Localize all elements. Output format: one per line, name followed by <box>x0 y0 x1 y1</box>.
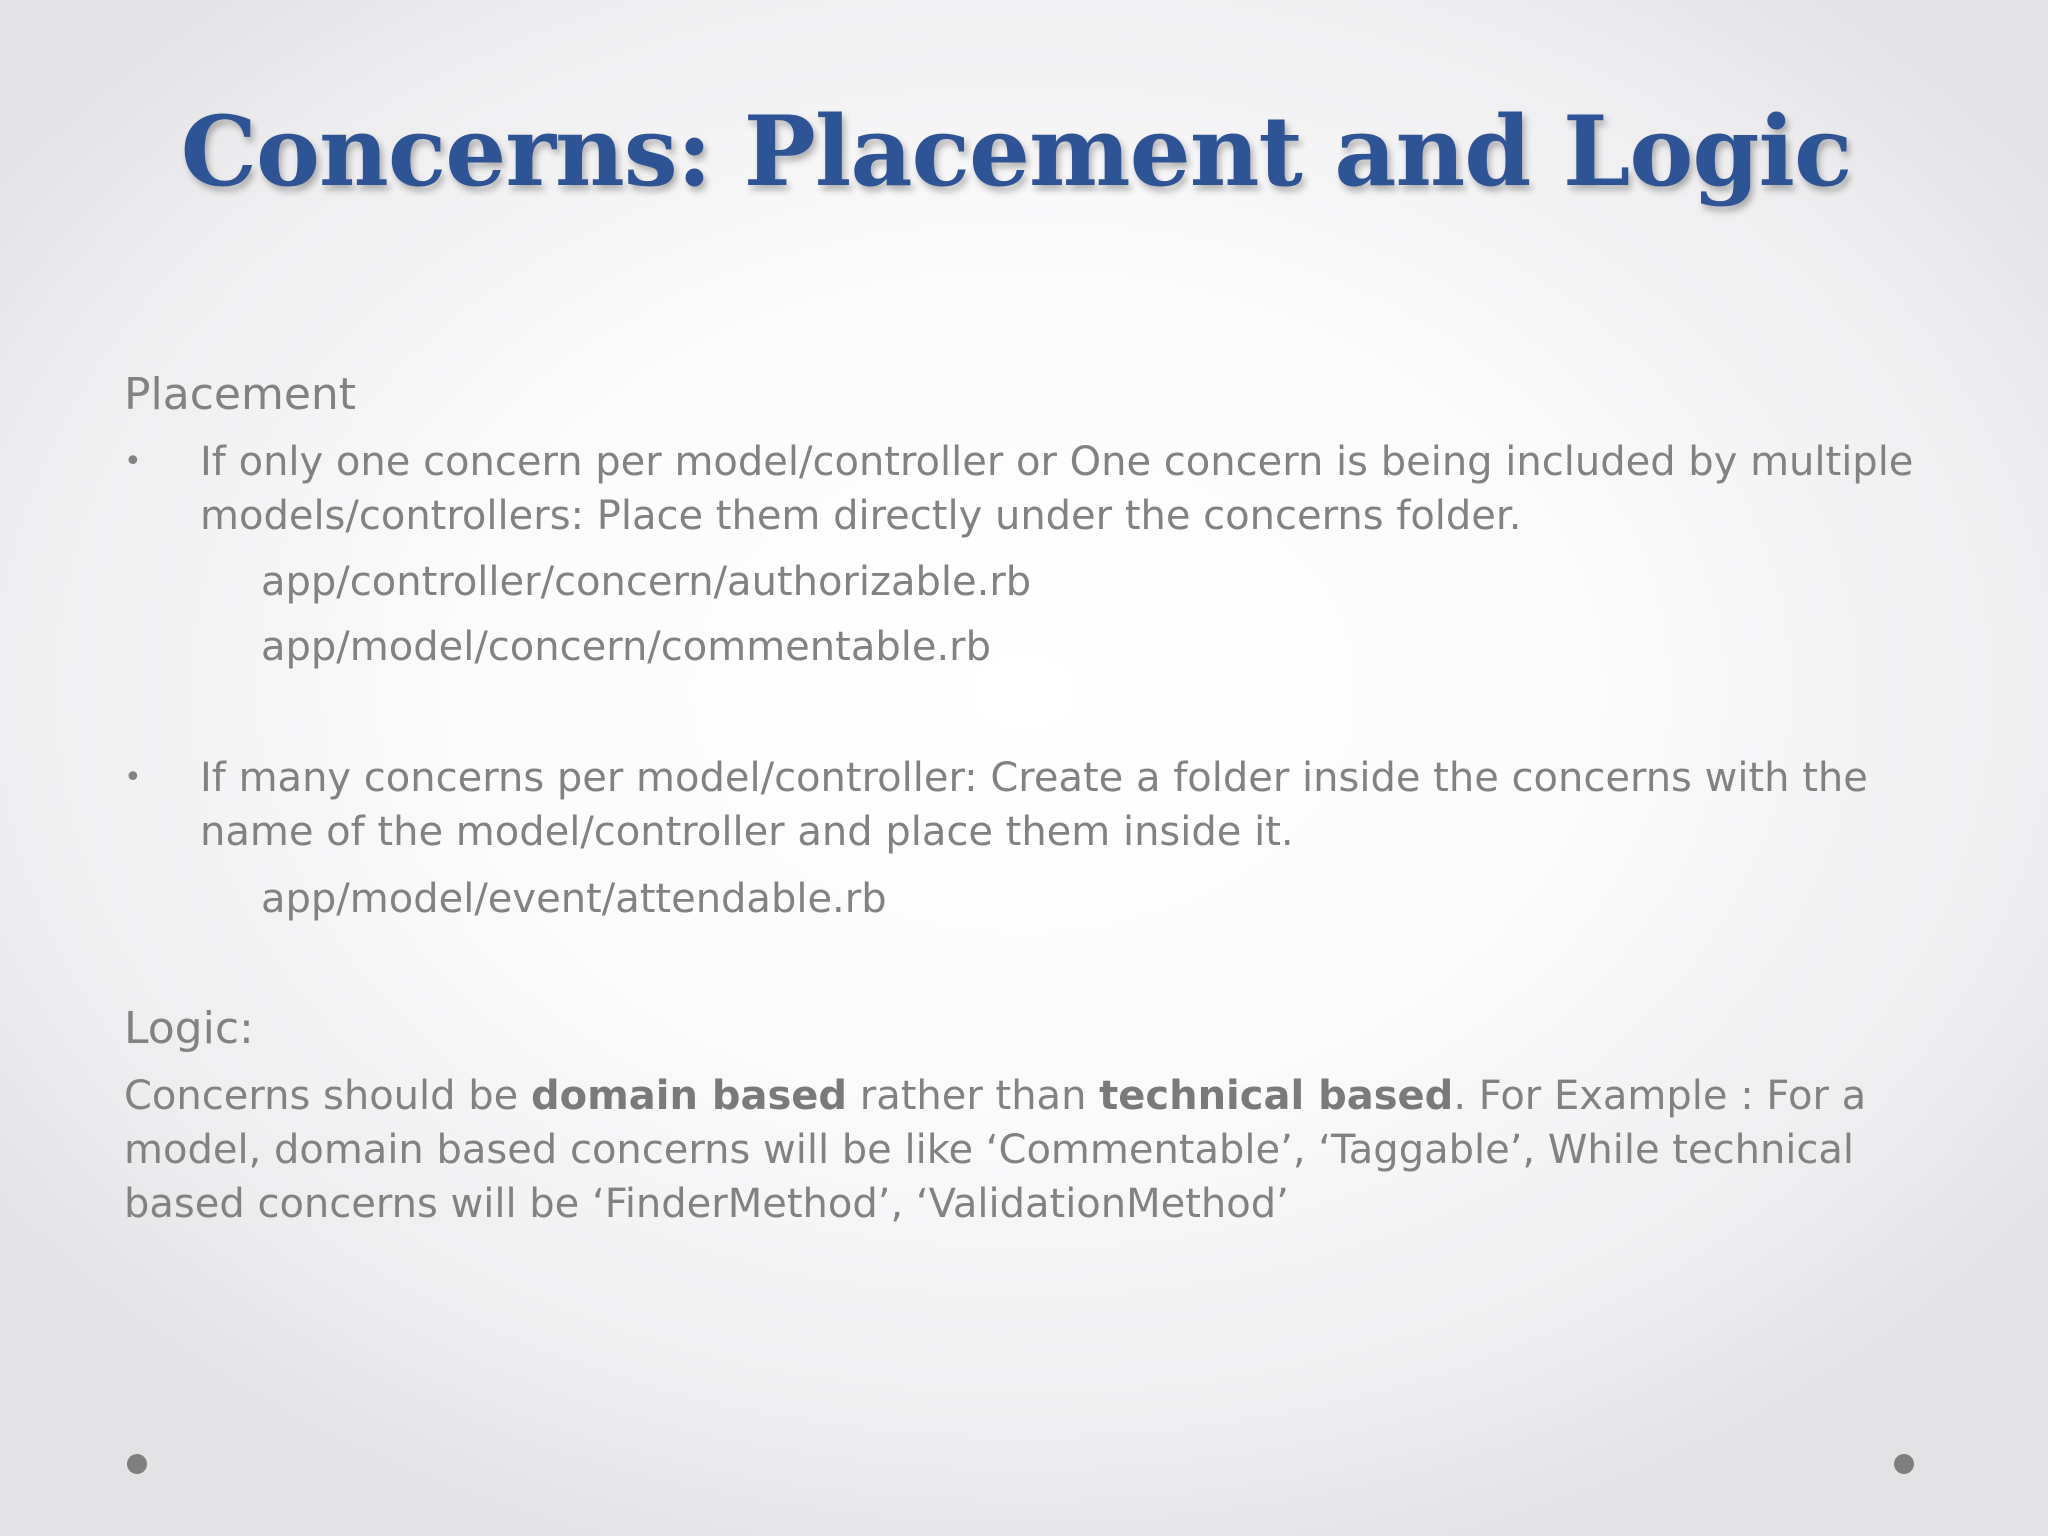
logic-heading: Logic: <box>124 1003 254 1054</box>
corner-dot-left <box>127 1454 147 1474</box>
logic-emphasis-domain-based: domain based <box>530 1073 848 1119</box>
placement-heading: Placement <box>124 369 357 420</box>
bullet-text: If many concerns per model/controller: Create a folder inside the concerns with the name of the model/controller and place them inside it. <box>200 755 1868 855</box>
logic-text-part: . For Example : For a model, domain based concerns will be like ‘Commentable’, ‘Taggable’, While technical based concerns will be ‘FinderMethod’, ‘ValidationMethod’ <box>124 1073 1867 1227</box>
bullet-marker: • <box>124 444 142 479</box>
logic-emphasis-technical-based: technical based <box>1099 1073 1454 1119</box>
bullet-text: If only one concern per model/controller or One concern is being included by multiple models/controllers: Place them directly under the concerns folder. <box>200 439 1914 539</box>
file-path: app/model/concern/commentable.rb <box>261 624 991 670</box>
logic-text-part: rather than <box>847 1073 1100 1119</box>
logic-text-part: Concerns should be <box>124 1073 531 1119</box>
bullet-marker: • <box>124 760 142 795</box>
file-path: app/model/event/attendable.rb <box>261 876 887 922</box>
slide-title: Concerns: Placement and Logic <box>180 95 1852 208</box>
file-path: app/controller/concern/authorizable.rb <box>261 559 1032 605</box>
corner-dot-right <box>1894 1454 1914 1474</box>
logic-paragraph <box>124 1069 1964 1231</box>
